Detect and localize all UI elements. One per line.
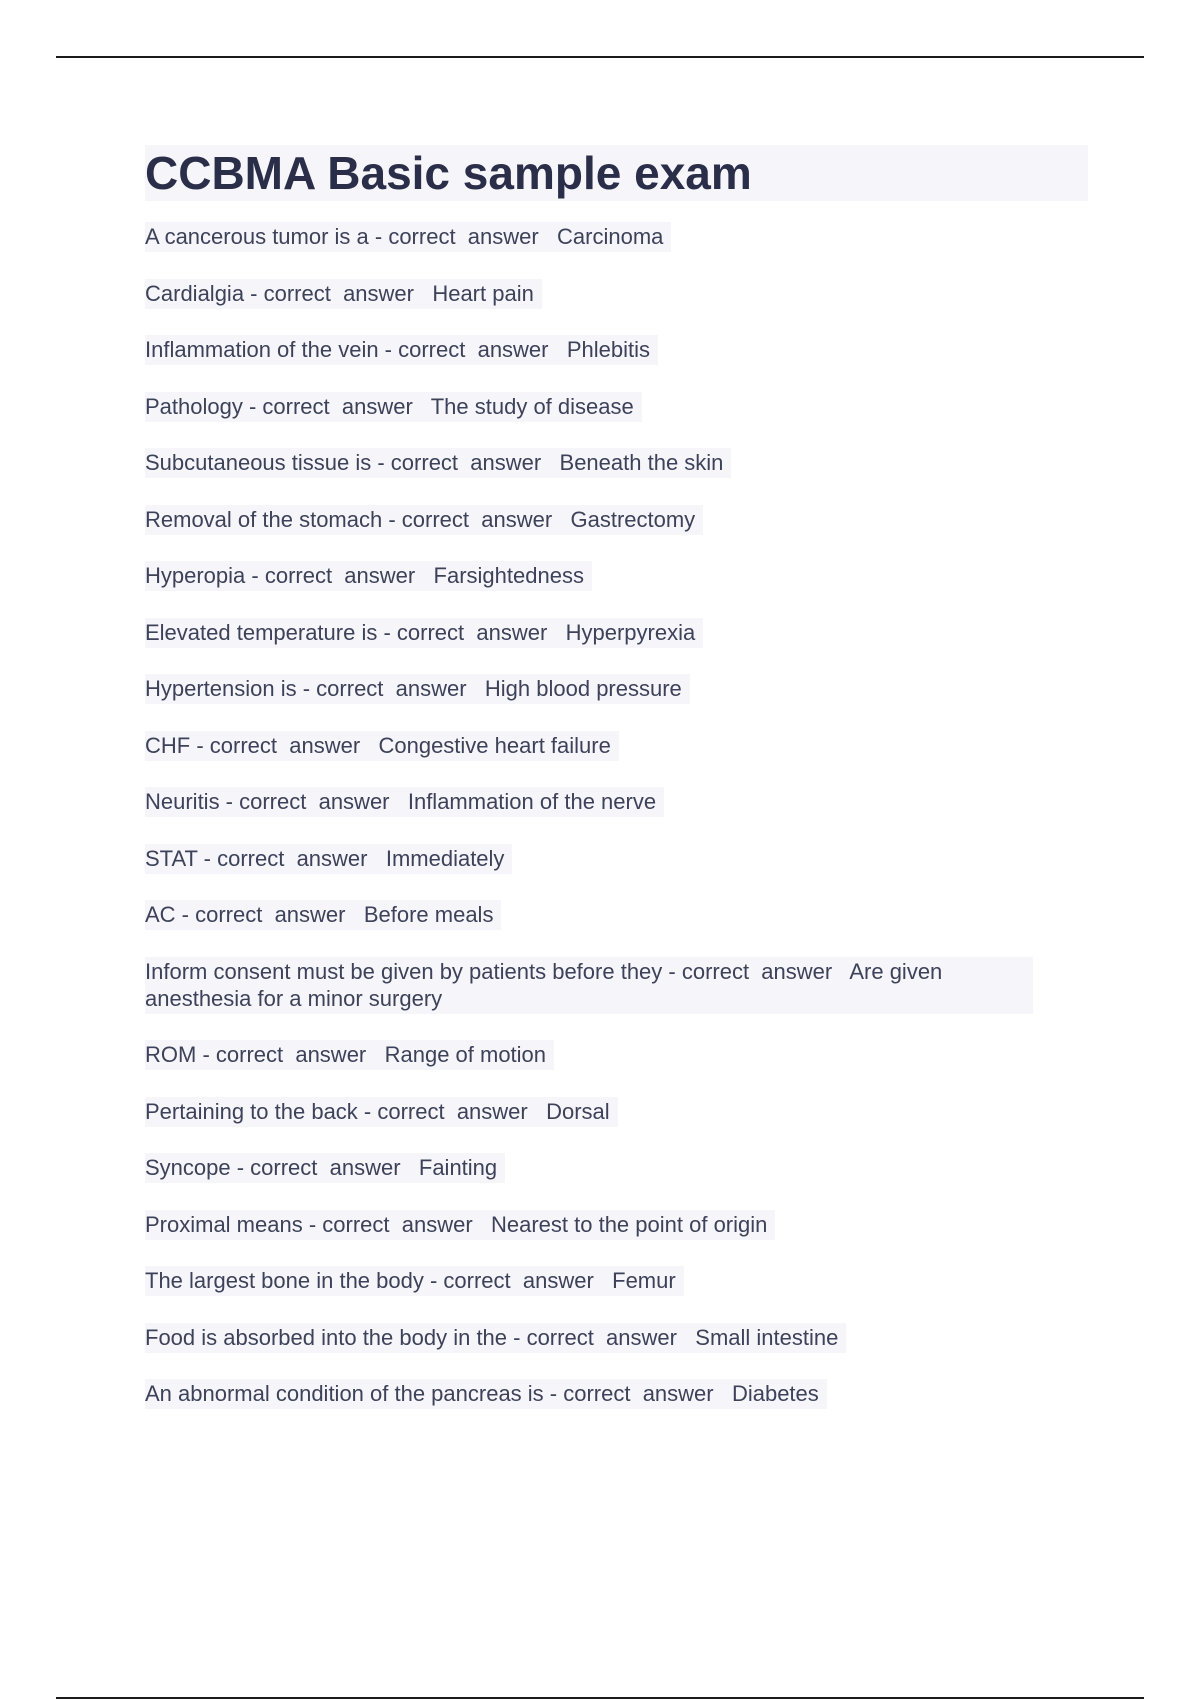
qa-list [145,222,1045,1436]
qa-text: Pertaining to the back - correct answer Dorsal [145,1097,618,1127]
qa-text: AC - correct answer Before meals [145,900,501,930]
list-item [145,618,1045,648]
qa-text: Food is absorbed into the body in the - correct answer Small intestine [145,1323,846,1353]
qa-text: Pathology - correct answer The study of disease [145,392,642,422]
list-item [145,1153,1045,1183]
qa-text: An abnormal condition of the pancreas is - correct answer Diabetes [145,1379,827,1409]
list-item [145,335,1045,365]
qa-text: Hyperopia - correct answer Farsightedness [145,561,592,591]
list-item [145,1210,1045,1240]
qa-text: Hypertension is - correct answer High blood pressure [145,674,690,704]
qa-text: Neuritis - correct answer Inflammation of the nerve [145,787,664,817]
list-item [145,900,1045,930]
list-item [145,1266,1045,1296]
qa-text: Proximal means - correct answer Nearest to the point of origin [145,1210,775,1240]
top-rule [56,56,1144,58]
list-item [145,1323,1045,1353]
list-item [145,392,1045,422]
qa-text: STAT - correct answer Immediately [145,844,512,874]
qa-text: CHF - correct answer Congestive heart failure [145,731,619,761]
list-item [145,787,1045,817]
qa-text: A cancerous tumor is a - correct answer Carcinoma [145,222,671,252]
qa-text: Subcutaneous tissue is - correct answer Beneath the skin [145,448,731,478]
list-item [145,561,1045,591]
qa-text: The largest bone in the body - correct answer Femur [145,1266,684,1296]
qa-text: Inflammation of the vein - correct answer Phlebitis [145,335,658,365]
list-item [145,1097,1045,1127]
list-item [145,505,1045,535]
qa-text: Elevated temperature is - correct answer Hyperpyrexia [145,618,703,648]
page-title: CCBMA Basic sample exam [145,147,752,199]
list-item [145,844,1045,874]
qa-text: Cardialgia - correct answer Heart pain [145,279,542,309]
list-item [145,222,1045,252]
list-item [145,731,1045,761]
list-item [145,674,1045,704]
qa-text: Syncope - correct answer Fainting [145,1153,505,1183]
qa-text: Removal of the stomach - correct answer Gastrectomy [145,505,703,535]
bottom-rule [56,1697,1144,1699]
list-item [145,957,1045,1014]
list-item [145,1040,1045,1070]
list-item [145,448,1045,478]
qa-text: ROM - correct answer Range of motion [145,1040,554,1070]
list-item [145,279,1045,309]
qa-text: Inform consent must be given by patients before they - correct answer Are given anesthesia for a minor surgery [145,957,1033,1014]
list-item [145,1379,1045,1409]
